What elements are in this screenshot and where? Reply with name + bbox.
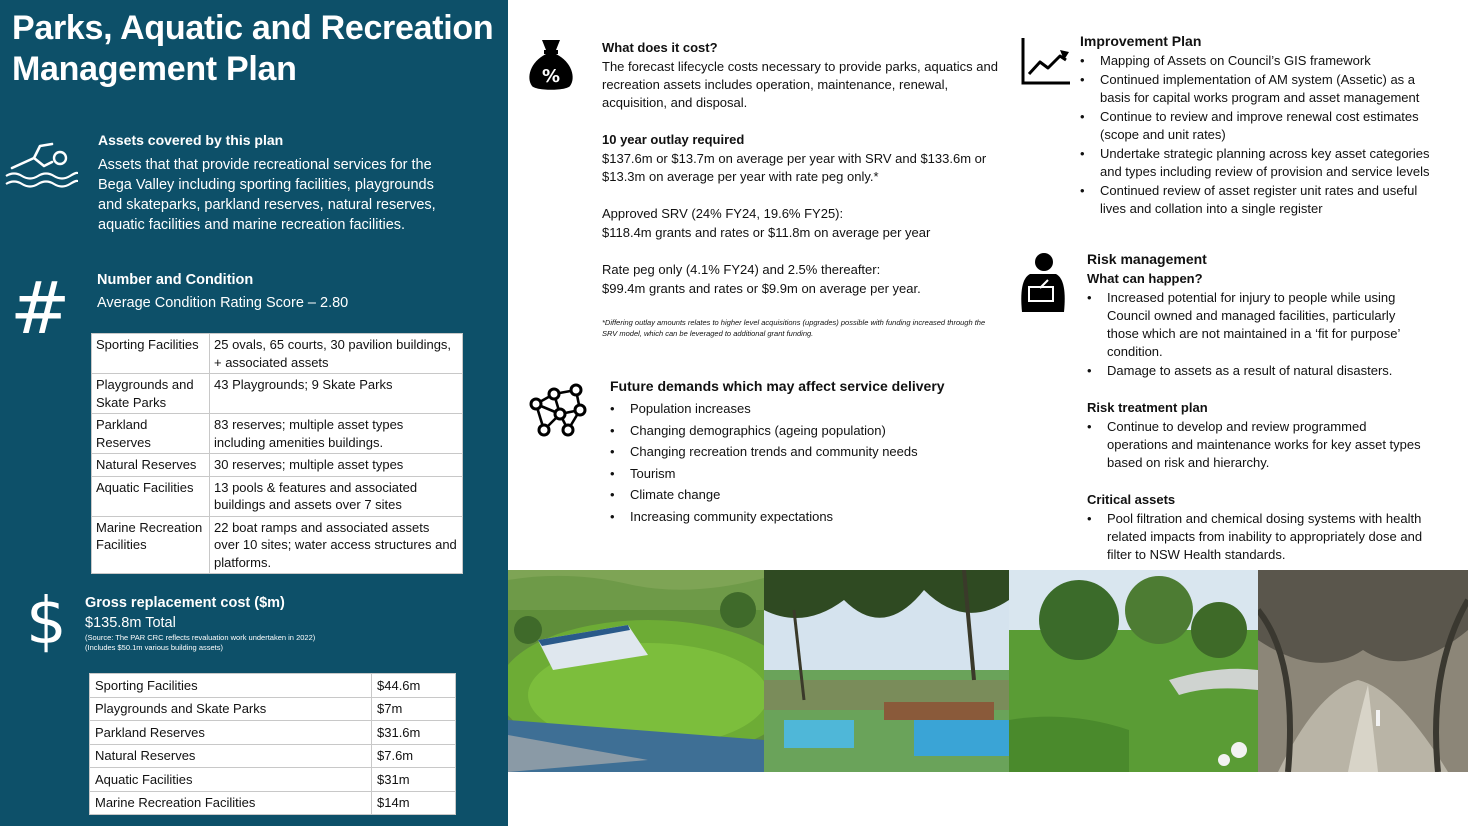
risk-management-heading: Risk management (1087, 251, 1207, 267)
table-cell-value: $31m (372, 768, 456, 792)
what-can-happen-heading: What can happen? (1087, 271, 1203, 286)
table-cell-category: Sporting Facilities (90, 674, 372, 698)
table-row (90, 768, 456, 792)
critical-assets-list (1087, 510, 1437, 565)
cost-description: The forecast lifecycle costs necessary to provide parks, aquatics and recreation assets includes operation, maintenance, renewal, acquisition, and disposal. (602, 59, 998, 110)
photo-natural-reserve (1258, 570, 1468, 772)
srv-line-1: Approved SRV (24% FY24, 19.6% FY25): (602, 206, 844, 221)
table-cell-value: $14m (372, 791, 456, 815)
list-item: • Changing recreation trends and community needs (610, 443, 918, 465)
photo-sports-oval (508, 570, 764, 772)
table-row (92, 334, 463, 374)
list-item: • Increasing community expectations (610, 508, 918, 530)
table-cell-value: $31.6m (372, 721, 456, 745)
list-item: • Population increases (610, 400, 918, 422)
srv-line-2: $118.4m grants and rates or $11.8m on average per year (602, 225, 931, 240)
table-row (90, 721, 456, 745)
table-row (90, 791, 456, 815)
list-item: • Continue to develop and review programmed operations and maintenance works for key asset types based on risk and hierarchy. (1087, 418, 1427, 472)
improvement-plan-heading: Improvement Plan (1080, 33, 1202, 49)
what-can-happen-list (1087, 289, 1427, 381)
money-bag-percent-icon (526, 38, 576, 92)
risk-treatment-heading: Risk treatment plan (1087, 400, 1208, 415)
photo-parkland (1009, 570, 1258, 772)
table-cell-category: Sporting Facilities (92, 334, 210, 374)
table-cell-category: Playgrounds and Skate Parks (92, 374, 210, 414)
table-cell-category: Marine Recreation Facilities (92, 516, 210, 574)
table-row (90, 697, 456, 721)
list-item: • Damage to assets as a result of natural disasters. (1087, 362, 1427, 380)
list-item: • Continued review of asset register unit rates and useful lives and collation into a single register (1080, 182, 1440, 218)
assets-description: Assets that that provide recreational services for the Bega Valley including sporting facilities, playgrounds and skateparks, parkland reserves, natural reserves, aquatic facilities and marine recreation facilities. (98, 157, 436, 233)
list-item: • Climate change (610, 486, 918, 508)
table-cell-detail: 83 reserves; multiple asset types including amenities buildings. (210, 414, 463, 454)
table-row (92, 516, 463, 574)
rate-peg-line-1: Rate peg only (4.1% FY24) and 2.5% thereafter: (602, 262, 881, 277)
gross-cost-note (85, 633, 315, 653)
page-title: Parks, Aquatic and Recreation Management Plan (12, 9, 494, 88)
table-cell-category: Aquatic Facilities (90, 768, 372, 792)
table-cell-detail: 25 ovals, 65 courts, 30 pavilion buildings, + associated assets (210, 334, 463, 374)
table-row (92, 454, 463, 477)
gross-cost-total: $135.8m Total (85, 615, 176, 631)
table-row (92, 374, 463, 414)
outlay-text: $137.6m or $13.7m on average per year with SRV and $133.6m or $13.3m on average per year with rate peg only.* (602, 151, 987, 184)
gross-cost-heading: Gross replacement cost ($m) (85, 595, 285, 611)
critical-assets-heading: Critical assets (1087, 492, 1176, 507)
list-item: • Pool filtration and chemical dosing systems with health related impacts from inability to appropriately dose and filter to NSW Health standards. (1087, 510, 1437, 564)
future-demands-heading: Future demands which may affect service delivery (610, 378, 945, 394)
outlay-footnote: *Differing outlay amounts relates to higher level acquisitions (upgrades) possible with funding increased through the SRV model, which can be leveraged to additional grant funding. (602, 318, 986, 338)
assets-heading: Assets covered by this plan (98, 132, 284, 148)
trend-chart-icon (1020, 36, 1072, 86)
dollar-icon: $ (26, 585, 67, 659)
list-item: • Mapping of Assets on Council’s GIS framework (1080, 52, 1440, 70)
outlay-heading: 10 year outlay required (602, 132, 745, 147)
number-condition-heading: Number and Condition (97, 272, 254, 288)
table-cell-category: Parkland Reserves (90, 721, 372, 745)
risk-treatment-list (1087, 418, 1427, 473)
network-icon (524, 382, 588, 440)
injured-person-icon (1018, 252, 1068, 314)
table-row (92, 476, 463, 516)
condition-rating: Average Condition Rating Score – 2.80 (97, 295, 349, 311)
table-cell-category: Parkland Reserves (92, 414, 210, 454)
list-item: • Continued implementation of AM system (Assetic) as a basis for capital works program and asset management (1080, 71, 1440, 107)
future-demands-list (610, 400, 918, 530)
improvement-plan-list (1080, 52, 1440, 219)
gross-note-buildings: (Includes $50.1m various building assets) (85, 643, 223, 652)
table-cell-value: $7m (372, 697, 456, 721)
cost-heading: What does it cost? (602, 40, 718, 55)
list-item: • Increased potential for injury to people while using Council owned and managed facilities, particularly those which are not maintained in a ‘fit for purpose’ condition. (1087, 289, 1427, 361)
table-cell-detail: 43 Playgrounds; 9 Skate Parks (210, 374, 463, 414)
table-cell-value: $7.6m (372, 744, 456, 768)
hash-icon: # (10, 266, 71, 350)
table-cell-detail: 30 reserves; multiple asset types (210, 454, 463, 477)
rate-peg-line-2: $99.4m grants and rates or $9.9m on average per year. (602, 281, 921, 296)
table-cell-category: Natural Reserves (90, 744, 372, 768)
list-item: • Undertake strategic planning across key asset categories and types including review of provision and service levels (1080, 145, 1440, 181)
list-item: • Changing demographics (ageing population) (610, 422, 918, 444)
table-cell-detail: 13 pools & features and associated buildings and assets over 7 sites (210, 476, 463, 516)
table-cell-category: Playgrounds and Skate Parks (90, 697, 372, 721)
table-row (90, 674, 456, 698)
condition-table (91, 333, 463, 574)
table-cell-value: $44.6m (372, 674, 456, 698)
swimmer-icon (4, 138, 78, 192)
svg-text:%: % (541, 66, 561, 87)
table-cell-detail: 22 boat ramps and associated assets over 10 sites; water access structures and platforms. (210, 516, 463, 574)
table-cell-category: Natural Reserves (92, 454, 210, 477)
table-cell-category: Marine Recreation Facilities (90, 791, 372, 815)
list-item: • Tourism (610, 465, 918, 487)
gross-note-source: (Source: The PAR CRC reflects revaluation work undertaken in 2022) (85, 633, 316, 642)
table-row (90, 744, 456, 768)
table-row (92, 414, 463, 454)
list-item: • Continue to review and improve renewal cost estimates (scope and unit rates) (1080, 108, 1440, 144)
table-cell-category: Aquatic Facilities (92, 476, 210, 516)
replacement-cost-table (89, 673, 456, 815)
photo-aquatic-centre (764, 570, 1009, 772)
left-panel (0, 0, 508, 826)
